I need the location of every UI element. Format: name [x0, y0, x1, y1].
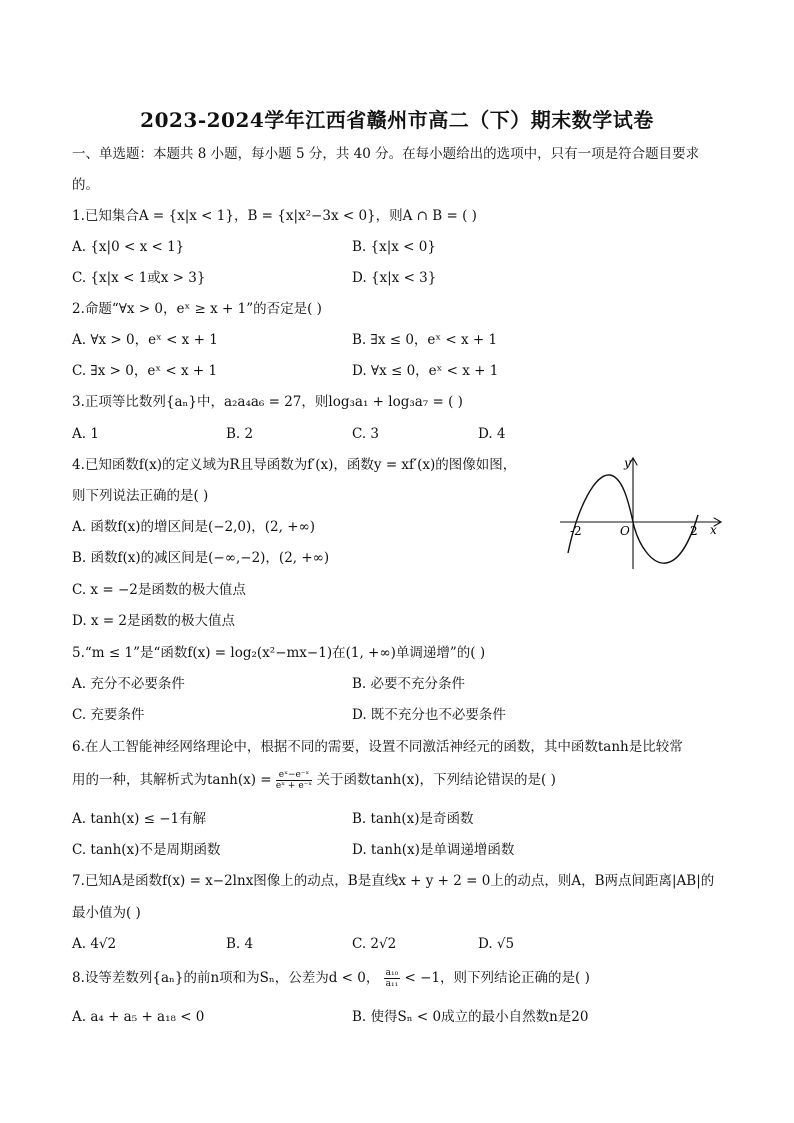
question-3-option-d[interactable]: D. 4 — [478, 426, 506, 442]
question-2-option-a[interactable]: A. ∀x > 0，eˣ < x + 1 — [72, 332, 218, 348]
origin-label: O — [620, 524, 630, 538]
ratio-fraction — [384, 968, 401, 989]
question-8-option-b[interactable]: B. 使得Sₙ < 0成立的最小自然数n是20 — [352, 1009, 589, 1025]
question-5-option-c[interactable]: C. 充要条件 — [72, 707, 145, 723]
question-5-option-d[interactable]: D. 既不充分也不必要条件 — [352, 707, 506, 723]
fraction-numerator: eˣ−e⁻ˣ — [276, 770, 312, 781]
question-4-option-d[interactable]: D. x = 2是函数的极大值点 — [72, 613, 236, 629]
question-1-option-c[interactable]: C. {x|x < 1或x > 3} — [72, 270, 206, 286]
question-1-option-a[interactable]: A. {x|0 < x < 1} — [72, 239, 185, 255]
question-5-option-a[interactable]: A. 充分不必要条件 — [72, 676, 185, 692]
question-7-option-b[interactable]: B. 4 — [226, 936, 254, 952]
question-8-stem-pre: 8.设等差数列{aₙ}的前n项和为Sₙ，公差为d < 0， — [72, 970, 380, 986]
tanh-fraction — [276, 770, 312, 791]
fraction-denominator: a₁₁ — [385, 979, 399, 989]
section-heading-cont: 的。 — [72, 177, 99, 193]
question-4-stem: 4.已知函数f(x)的定义域为R且导函数为f′(x)，函数y = xf′(x)的图像如图， — [72, 457, 517, 473]
question-7-stem-cont: 最小值为( ) — [72, 905, 141, 921]
exam-title: 2023-2024学年江西省赣州市高二（下）期末数学试卷 — [140, 108, 654, 132]
question-8-stem-post: < −1，则下列结论正确的是( ) — [404, 970, 590, 986]
question-5-option-b[interactable]: B. 必要不充分条件 — [352, 676, 466, 692]
question-4-option-b[interactable]: B. 函数f(x)的减区间是(−∞,−2)，(2, +∞) — [72, 550, 330, 566]
question-4-option-a[interactable]: A. 函数f(x)的增区间是(−2,0)，(2, +∞) — [72, 519, 316, 535]
question-6-stem: 6.在人工智能神经网络理论中，根据不同的需要，设置不同激活神经元的函数，其中函数tanh是比较常 — [72, 739, 683, 755]
question-1-option-d[interactable]: D. {x|x < 3} — [352, 270, 437, 286]
question-7-stem: 7.已知A是函数f(x) = x−2lnx图像上的动点，B是直线x + y + 2 = 0上的动点，则A，B两点间距离|AB|的 — [72, 873, 715, 889]
question-4-stem-cont: 则下列说法正确的是( ) — [72, 488, 209, 504]
question-4-option-c[interactable]: C. x = −2是函数的极大值点 — [72, 582, 246, 598]
x-axis-label: x — [710, 523, 717, 537]
question-6-stem-pre: 用的一种，其解析式为tanh(x) = — [72, 772, 272, 788]
question-7-option-c[interactable]: C. 2√2 — [352, 936, 397, 952]
question-6-option-d[interactable]: D. tanh(x)是单调递增函数 — [352, 842, 515, 858]
question-1-option-b[interactable]: B. {x|x < 0} — [352, 239, 436, 255]
question-2-option-c[interactable]: C. ∃x > 0，eˣ < x + 1 — [72, 363, 218, 379]
question-6-option-c[interactable]: C. tanh(x)不是周期函数 — [72, 842, 221, 858]
question-8-stem — [72, 968, 590, 989]
question-2-option-d[interactable]: D. ∀x ≤ 0，eˣ < x + 1 — [352, 363, 499, 379]
section-heading: 一、单选题：本题共 8 小题，每小题 5 分，共 40 分。在每小题给出的选项中，只有一项是符合题目要求 — [72, 146, 700, 162]
left-tick-label: -2 — [570, 524, 582, 538]
question-6-stem-cont — [72, 770, 556, 791]
fraction-denominator: eˣ + e⁻ˣ — [275, 781, 313, 791]
question-2-stem: 2.命题“∀x > 0，eˣ ≥ x + 1”的否定是( ) — [72, 301, 322, 317]
function-graph — [556, 455, 726, 575]
question-3-option-a[interactable]: A. 1 — [72, 426, 99, 442]
fraction-numerator: a₁₀ — [385, 968, 399, 978]
question-3-stem: 3.正项等比数列{aₙ}中，a₂a₄a₆ = 27，则log₃a₁ + log₃a₇ = ( ) — [72, 394, 463, 410]
right-tick-label: 2 — [690, 524, 698, 538]
question-3-option-b[interactable]: B. 2 — [226, 426, 254, 442]
question-6-option-a[interactable]: A. tanh(x) ≤ −1有解 — [72, 811, 207, 827]
question-7-option-d[interactable]: D. √5 — [478, 936, 515, 952]
question-8-option-a[interactable]: A. a₄ + a₅ + a₁₈ < 0 — [72, 1009, 205, 1025]
question-3-option-c[interactable]: C. 3 — [352, 426, 380, 442]
y-axis-label: y — [624, 456, 631, 470]
question-1-stem: 1.已知集合A = {x|x < 1}，B = {x|x²−3x < 0}，则A ∩ B = ( ) — [72, 208, 477, 224]
question-6-option-b[interactable]: B. tanh(x)是奇函数 — [352, 811, 474, 827]
question-2-option-b[interactable]: B. ∃x ≤ 0，eˣ < x + 1 — [352, 332, 498, 348]
question-5-stem: 5.“m ≤ 1”是“函数f(x) = log₂(x²−mx−1)在(1, +∞)单调递增”的( ) — [72, 645, 486, 661]
question-7-option-a[interactable]: A. 4√2 — [72, 936, 117, 952]
question-6-stem-post: 关于函数tanh(x)，下列结论错误的是( ) — [316, 772, 556, 788]
